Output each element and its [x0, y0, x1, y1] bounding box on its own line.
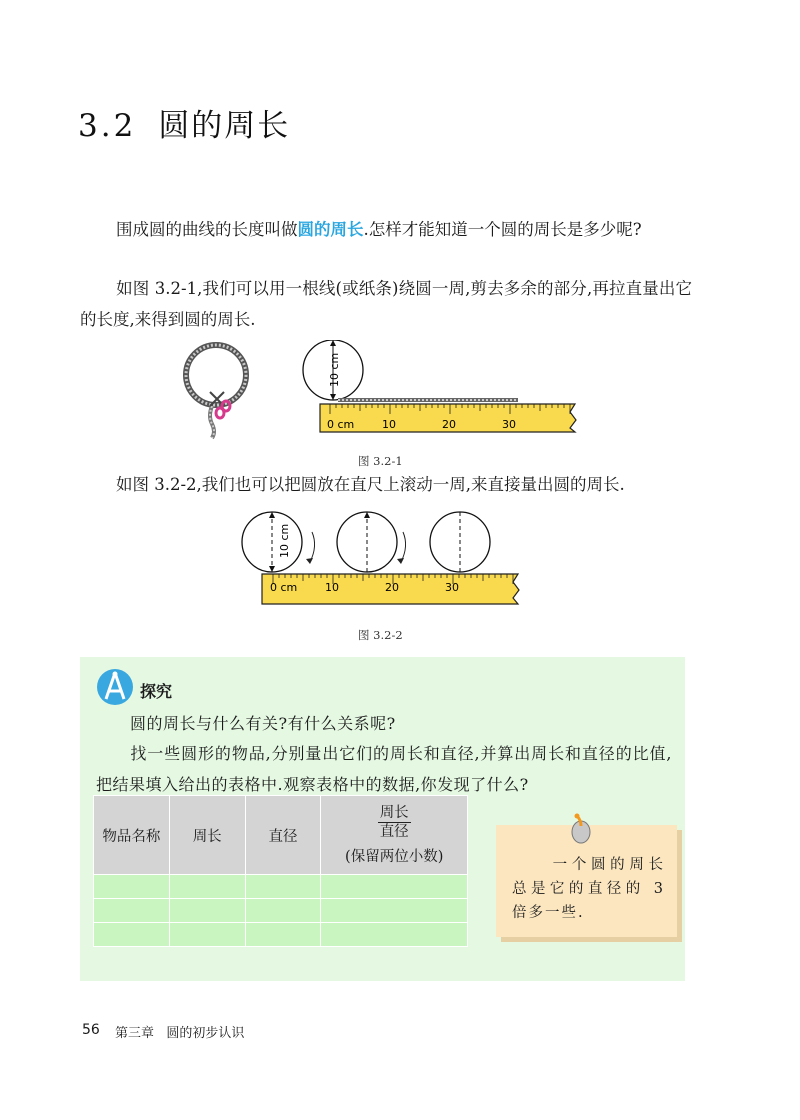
col-header-circumference: 周长	[169, 796, 245, 875]
intro-text-after: .怎样才能知道一个圆的周长是多少呢?	[363, 220, 642, 239]
explore-question-1	[96, 708, 672, 739]
figure-3-2-2	[240, 510, 530, 608]
rolling-circle-2	[337, 512, 397, 572]
ruler-2	[262, 574, 519, 604]
table-row	[94, 923, 468, 947]
col-header-item-name: 物品名称	[94, 796, 170, 875]
table-cell[interactable]	[169, 899, 245, 923]
pushpin-icon	[568, 812, 594, 846]
ruler-label-0: 0 cm	[327, 418, 355, 431]
roll-arrow-icon-2	[397, 558, 404, 564]
ruler-1	[320, 404, 576, 432]
explore-q2-text: 找一些圆形的物品,分别量出它们的周长和直径,并算出周长和直径的比值,把结果填入给出的表格中.观察表格中的数据,你发现了什么?	[96, 744, 672, 794]
intro-paragraph-2	[80, 273, 692, 335]
key-term: 圆的周长	[297, 220, 364, 239]
explore-heading: 探究	[140, 682, 173, 701]
ratio-fraction	[378, 804, 411, 841]
ratio-denominator: 直径	[379, 824, 409, 840]
ruler2-label-30: 30	[445, 581, 459, 594]
intro-paragraph-3	[80, 469, 692, 500]
ratio-numerator: 周长	[379, 805, 409, 821]
hint-note-text: 一个圆的周长总是它的直径的 3 倍多一些.	[512, 857, 665, 921]
col-header-ratio	[321, 796, 468, 875]
table-cell[interactable]	[94, 875, 170, 899]
figure-caption-2: 图 3.2-2	[358, 628, 403, 642]
section-title-text: 圆的周长	[158, 108, 291, 144]
measurement-table	[93, 795, 468, 947]
table-row	[94, 899, 468, 923]
intro-text-3: 如图 3.2-2,我们也可以把圆放在直尺上滚动一周,来直接量出圆的周长.	[116, 475, 625, 494]
rolling-circle-1	[242, 512, 302, 572]
ruler-label-30: 30	[502, 418, 516, 431]
page-number: 56	[82, 1022, 100, 1038]
explore-question-2	[96, 738, 672, 800]
ratio-note: (保留两位小数)	[345, 849, 444, 865]
table-cell[interactable]	[321, 923, 468, 947]
table-cell[interactable]	[245, 899, 321, 923]
chapter-footer	[115, 1022, 244, 1041]
table-cell[interactable]	[94, 899, 170, 923]
table-cell[interactable]	[321, 875, 468, 899]
chapter-title: 圆的初步认识	[166, 1026, 245, 1041]
ruler-label-20: 20	[442, 418, 456, 431]
string-circle-illustration	[186, 345, 246, 438]
intro-text: 围成圆的曲线的长度叫做	[116, 220, 298, 239]
table-cell[interactable]	[169, 875, 245, 899]
ruler2-label-0: 0 cm	[270, 581, 298, 594]
figure-caption-1: 图 3.2-1	[358, 454, 403, 468]
figure-3-2-1	[180, 340, 590, 440]
intro-text-2: 如图 3.2-1,我们可以用一根线(或纸条)绕圆一周,剪去多余的部分,再拉直量出它的长度,来得到圆的周长.	[80, 279, 692, 329]
roll-arrow-icon	[306, 558, 313, 564]
table-cell[interactable]	[94, 923, 170, 947]
intro-paragraph-1	[80, 214, 692, 245]
chapter-number: 第三章	[115, 1026, 155, 1041]
ruler-label-10: 10	[382, 418, 396, 431]
diameter-label: 10 cm	[328, 352, 341, 387]
table-cell[interactable]	[169, 923, 245, 947]
section-number: 3.2	[78, 108, 137, 144]
ruler2-label-10: 10	[325, 581, 339, 594]
diameter-label-2: 10 cm	[278, 523, 291, 558]
table-cell[interactable]	[245, 923, 321, 947]
explore-compass-icon	[95, 667, 135, 707]
explore-q1-text: 圆的周长与什么有关?有什么关系呢?	[130, 714, 396, 733]
table-cell[interactable]	[245, 875, 321, 899]
col-header-diameter: 直径	[245, 796, 321, 875]
section-title	[78, 100, 290, 145]
table-cell[interactable]	[321, 899, 468, 923]
ruler2-label-20: 20	[385, 581, 399, 594]
rolling-circle-3	[430, 512, 490, 572]
table-row	[94, 875, 468, 899]
